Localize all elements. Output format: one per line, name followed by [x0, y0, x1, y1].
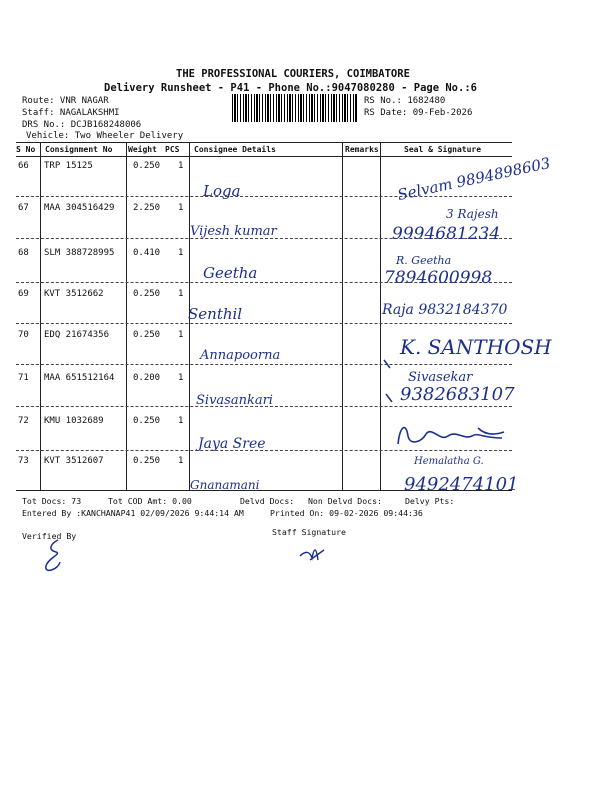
- row-consignment: MAA 304516429: [44, 203, 115, 213]
- row-sno: 70: [18, 330, 29, 340]
- row-weight: 0.250: [133, 330, 161, 340]
- handwritten-note: K. SANTHOSH: [400, 335, 552, 359]
- delivery-points: Delvy Pts:: [405, 496, 455, 506]
- row-pcs: 1: [178, 161, 184, 171]
- handwritten-note: R. Geetha: [396, 254, 452, 267]
- row-sno: 71: [18, 373, 29, 383]
- row-pcs: 1: [178, 456, 184, 466]
- row-sno: 68: [18, 248, 29, 258]
- handwritten-consignee: Annapoorna: [200, 348, 281, 363]
- col-divider: [40, 142, 41, 490]
- verified-by-label: Verified By: [22, 531, 77, 541]
- handwritten-note: Hemalatha G.: [414, 456, 484, 467]
- row-sno: 69: [18, 289, 29, 299]
- runsheet-title: Delivery Runsheet - P41 - Phone No.:9047080280 - Page No.:6: [104, 82, 477, 94]
- handwritten-note: Sivasekar: [408, 370, 473, 385]
- table-top-rule: [16, 142, 512, 143]
- row-pcs: 1: [178, 330, 184, 340]
- handwritten-consignee: Loga: [203, 182, 241, 200]
- handwritten-note: Selvam 9894898603: [395, 154, 552, 204]
- staff-label: Staff: NAGALAKSHMI: [22, 108, 120, 118]
- row-consignment: MAA 651512164: [44, 373, 115, 383]
- handwritten-note: 3 Rajesh: [446, 207, 499, 221]
- rs-date: RS Date: 09-Feb-2026: [364, 108, 473, 118]
- printed-on: Printed On: 09-02-2026 09:44:36: [270, 508, 423, 518]
- col-header-consignee: Consignee Details: [194, 145, 276, 154]
- row-weight: 0.200: [133, 373, 161, 383]
- total-docs: Tot Docs: 73: [22, 496, 82, 506]
- row-pcs: 1: [178, 289, 184, 299]
- col-header-weight: Weight: [128, 145, 157, 154]
- row-sno: 73: [18, 456, 29, 466]
- staff-signature-label: Staff Signature: [272, 527, 346, 537]
- row-weight: 2.250: [133, 203, 161, 213]
- check-mark-icon: [382, 350, 402, 406]
- row-consignment: EDQ 21674356: [44, 330, 110, 340]
- verifier-signature-icon: [40, 536, 70, 576]
- handwritten-note: 9382683107: [400, 384, 515, 405]
- row-weight: 0.410: [133, 248, 161, 258]
- row-pcs: 1: [178, 203, 184, 213]
- drs-number: DRS No.: DCJB168248006: [22, 120, 142, 130]
- row-divider: [16, 364, 512, 365]
- handwritten-consignee: Sivasankari: [196, 393, 273, 408]
- col-header-sno: S No: [16, 145, 36, 154]
- non-delivered-docs: Non Delvd Docs:: [308, 496, 382, 506]
- row-sno: 72: [18, 416, 29, 426]
- company-title: THE PROFESSIONAL COURIERS, COIMBATORE: [176, 68, 410, 80]
- handwritten-note: Raja 9832184370: [382, 302, 508, 318]
- row-pcs: 1: [178, 416, 184, 426]
- total-cod: Tot COD Amt: 0.00: [108, 496, 192, 506]
- row-pcs: 1: [178, 373, 184, 383]
- handwritten-consignee: Gnanamani: [190, 478, 260, 492]
- col-header-pcs: PCS: [165, 145, 180, 154]
- row-divider: [16, 323, 512, 324]
- row-weight: 0.250: [133, 416, 161, 426]
- row-consignment: TRP 15125: [44, 161, 93, 171]
- handwritten-note: 7894600998: [384, 268, 493, 288]
- row-weight: 0.250: [133, 161, 161, 171]
- col-header-seal: Seal & Signature: [404, 145, 482, 154]
- rs-number: RS No.: 1682480: [364, 96, 446, 106]
- row-consignment: KVT 3512662: [44, 289, 104, 299]
- barcode: [232, 94, 358, 122]
- row-sno: 67: [18, 203, 29, 213]
- row-weight: 0.250: [133, 456, 161, 466]
- vehicle-label: Vehicle: Two Wheeler Delivery: [26, 131, 184, 141]
- entered-by: Entered By :KANCHANAP41 02/09/2026 9:44:14 AM: [22, 508, 244, 518]
- row-pcs: 1: [178, 248, 184, 258]
- row-weight: 0.250: [133, 289, 161, 299]
- col-header-remarks: Remarks: [345, 145, 379, 154]
- col-divider: [380, 142, 381, 490]
- delivered-docs: Delvd Docs:: [240, 496, 295, 506]
- col-header-consignment: Consignment No: [45, 145, 113, 154]
- handwritten-consignee: Vijesh kumar: [190, 224, 277, 239]
- row-consignment: SLM 388728995: [44, 248, 115, 258]
- handwritten-note: 9994681234: [392, 224, 501, 244]
- row-consignment: KVT 3512607: [44, 456, 104, 466]
- col-divider: [342, 142, 343, 490]
- row-divider: [16, 196, 512, 197]
- handwritten-consignee: Jaya Sree: [198, 436, 266, 452]
- col-divider: [126, 142, 127, 490]
- route-label: Route: VNR NAGAR: [22, 96, 109, 106]
- staff-signature-icon: [296, 540, 330, 564]
- handwritten-note: 9492474101: [404, 474, 519, 495]
- row-sno: 66: [18, 161, 29, 171]
- row-consignment: KMU 1032689: [44, 416, 104, 426]
- handwritten-consignee: Senthil: [188, 305, 243, 323]
- table-header-rule: [16, 156, 512, 157]
- scribble-signature-icon: [392, 416, 512, 450]
- handwritten-consignee: Geetha: [203, 264, 258, 282]
